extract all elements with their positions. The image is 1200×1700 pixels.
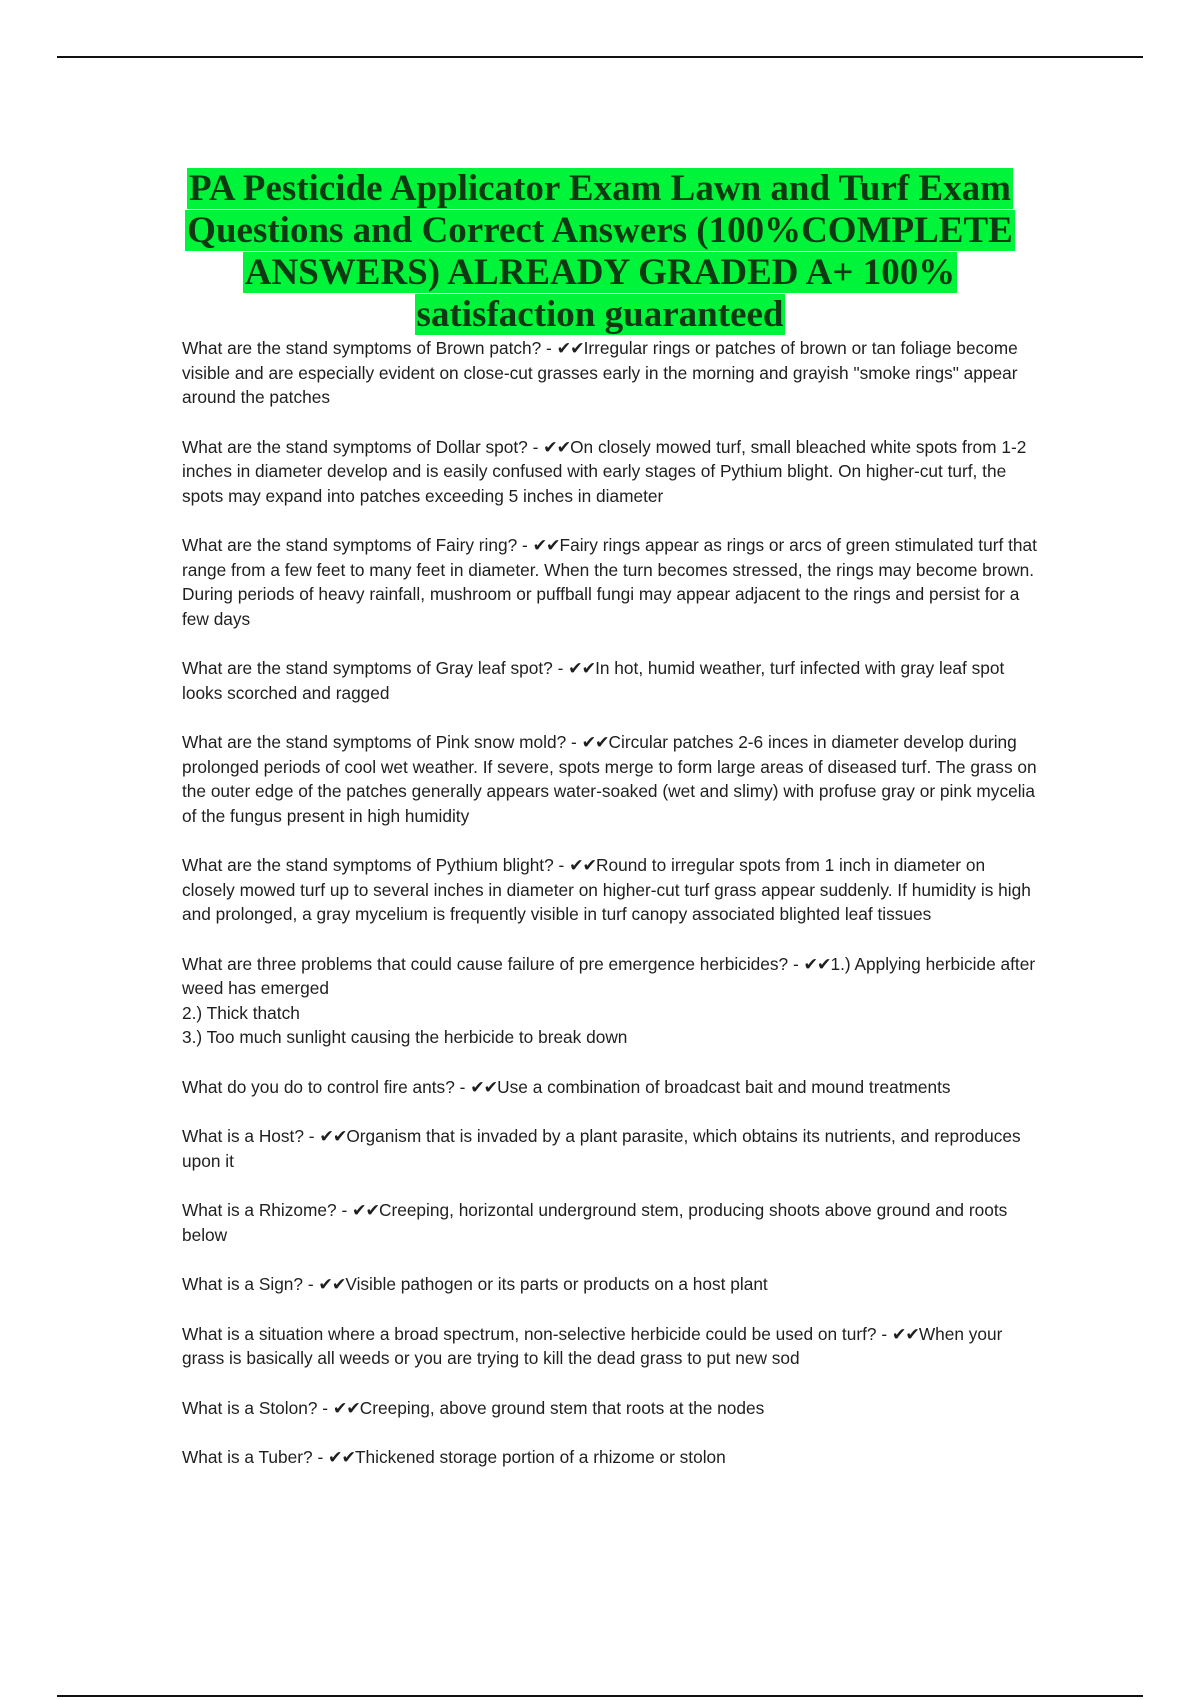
question-text: What do you do to control fire ants?: [182, 1076, 455, 1097]
qa-item: [182, 1396, 1042, 1421]
answer-text: On closely mowed turf, small bleached white spots from 1-2 inches in diameter develop and is easily confused with early stages of Pythium blight. On higher-cut turf, the spots may expand into patches exceeding 5 inches in diameter: [182, 436, 1027, 506]
question-text: What is a situation where a broad spectrum, non-selective herbicide could be used on turf?: [182, 1323, 877, 1344]
check-mark-icon: ✔✔: [318, 1274, 346, 1294]
qa-list: [182, 336, 1042, 1495]
check-mark-icon: ✔✔: [328, 1447, 355, 1467]
check-mark-icon: ✔✔: [568, 658, 596, 678]
answer-text: Irregular rings or patches of brown or tan foliage become visible and are especially evident on close-cut grasses early in the morning and grayish "smoke rings" appear around the patches: [182, 338, 1018, 407]
answer-text: In hot, humid weather, turf infected with gray leaf spot looks scorched and ragged: [182, 658, 1005, 703]
qa-item: [182, 952, 1042, 1050]
question-text: What are the stand symptoms of Brown patch?: [182, 338, 542, 358]
document-title: [150, 168, 1050, 336]
check-mark-icon: ✔✔: [319, 1126, 347, 1146]
question-text: What is a Host?: [182, 1126, 304, 1146]
answer-line: 2.) Thick thatch: [182, 1002, 300, 1023]
separator: -: [876, 1323, 892, 1344]
qa-item: [182, 730, 1042, 828]
separator: -: [312, 1447, 328, 1467]
qa-item: [182, 1272, 1042, 1297]
answer-text: Round to irregular spots from 1 inch in diameter on closely mowed turf up to several inches in diameter on higher-cut turf grass appear suddenly. If humidity is high and prolonged, a gray mycelium is frequently visible in turf canopy associated blighted leaf tissues: [182, 855, 1031, 924]
document-title-text: PA Pesticide Applicator Exam Lawn and Turf Exam Questions and Correct Answers (100%COMPLETE ANSWERS) ALREADY GRADED A+ 100% satisfaction guaranteed: [187, 167, 1013, 335]
separator: -: [788, 953, 804, 974]
qa-item: [182, 435, 1042, 509]
qa-item: [182, 1322, 1042, 1371]
separator: -: [566, 732, 582, 752]
qa-item: [182, 1198, 1042, 1247]
check-mark-icon: ✔✔: [556, 338, 584, 358]
bottom-divider: [57, 1695, 1143, 1697]
qa-item: [182, 1445, 1042, 1470]
question-text: What is a Tuber?: [182, 1447, 313, 1467]
question-text: What is a Stolon?: [182, 1397, 318, 1418]
check-mark-icon: ✔✔: [332, 1397, 360, 1418]
check-mark-icon: ✔✔: [581, 732, 609, 752]
separator: -: [336, 1200, 352, 1220]
answer-text: Organism that is invaded by a plant parasite, which obtains its nutrients, and reproduces upon it: [182, 1126, 1021, 1171]
question-text: What are three problems that could cause failure of pre emergence herbicides?: [182, 953, 789, 974]
answer-text: Visible pathogen or its parts or products on a host plant: [345, 1274, 768, 1294]
question-text: What are the stand symptoms of Gray leaf spot?: [182, 658, 553, 678]
qa-item: [182, 656, 1042, 705]
separator: -: [541, 338, 557, 358]
question-text: What are the stand symptoms of Pink snow mold?: [182, 732, 567, 752]
question-text: What is a Rhizome?: [182, 1200, 337, 1220]
answer-text: Circular patches 2-6 inces in diameter develop during prolonged periods of cool wet weather. If severe, spots merge to form large areas of diseased turf. The grass on the outer edge of the patches generally appears water-soaked (wet and slimy) with profuse gray or pink mycelia of the fungus present in high humidity: [182, 732, 1037, 826]
qa-item: [182, 1075, 1042, 1100]
answer-text: Creeping, horizontal underground stem, producing shoots above ground and roots below: [182, 1200, 1008, 1245]
check-mark-icon: ✔✔: [470, 1076, 498, 1097]
qa-item: [182, 853, 1042, 927]
separator: -: [317, 1397, 333, 1418]
qa-item: [182, 336, 1042, 410]
qa-item: [182, 1124, 1042, 1173]
check-mark-icon: ✔✔: [569, 855, 597, 875]
separator: -: [303, 1126, 320, 1146]
answer-line: 3.) Too much sunlight causing the herbicide to break down: [182, 1027, 628, 1047]
separator: -: [303, 1274, 319, 1294]
check-mark-icon: ✔✔: [352, 1200, 379, 1220]
separator: -: [552, 658, 569, 678]
separator: -: [527, 436, 544, 457]
answer-text: Creeping, above ground stem that roots at the nodes: [359, 1397, 765, 1418]
separator: -: [517, 535, 533, 555]
check-mark-icon: ✔✔: [532, 535, 560, 555]
separator: -: [454, 1076, 471, 1097]
check-mark-icon: ✔✔: [543, 436, 571, 457]
question-text: What are the stand symptoms of Pythium blight?: [182, 855, 554, 875]
answer-text: 1.) Applying herbicide after weed has emerged: [182, 953, 1036, 998]
answer-text: Use a combination of broadcast bait and mound treatments: [497, 1076, 951, 1097]
question-text: What are the stand symptoms of Dollar spot?: [182, 436, 528, 457]
check-mark-icon: ✔✔: [891, 1323, 919, 1344]
answer-text: Fairy rings appear as rings or arcs of green stimulated turf that range from a few feet to many feet in diameter. When the turn becomes stressed, the rings may become brown. During periods of heavy rainfall, mushroom or puffball fungi may appear adjacent to the rings and persist for a few days: [182, 535, 1037, 629]
answer-text: Thickened storage portion of a rhizome or stolon: [354, 1447, 726, 1467]
check-mark-icon: ✔✔: [803, 953, 831, 974]
top-divider: [57, 56, 1143, 58]
answer-text: When your grass is basically all weeds or you are trying to kill the dead grass to put new sod: [182, 1323, 1003, 1368]
question-text: What are the stand symptoms of Fairy ring?: [182, 535, 518, 555]
qa-item: [182, 533, 1042, 631]
separator: -: [553, 855, 570, 875]
question-text: What is a Sign?: [182, 1274, 304, 1294]
